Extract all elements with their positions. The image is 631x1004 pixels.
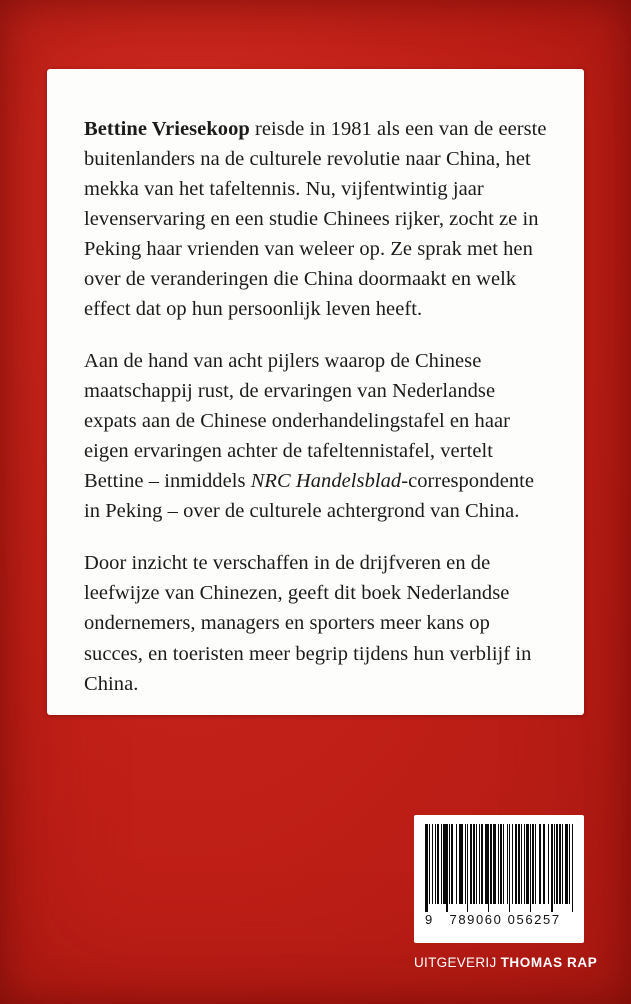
barcode-digit-left: 9 [425, 912, 434, 927]
blurb-paragraph-2-part2: -correspondente in Peking – over de culturele achtergrond van China. [84, 470, 535, 523]
blurb-panel [47, 69, 584, 715]
barcode-digits [425, 912, 575, 927]
newspaper-title: NRC Handelsblad [250, 470, 402, 493]
blurb-text-block [84, 114, 548, 699]
barcode-space [572, 824, 573, 912]
author-name: Bettine Vriesekoop [84, 118, 250, 140]
barcode-digit-main: 789060 056257 [449, 912, 561, 927]
barcode [414, 815, 584, 943]
barcode-bars [425, 824, 573, 912]
blurb-paragraph-2 [84, 346, 548, 526]
publisher-imprint: THOMAS RAP [500, 955, 598, 970]
blurb-paragraph-1-text: reisde in 1981 als een van de eerste buitenlanders na de culturele revolutie naar China, het mekka van het tafeltennis. Nu, vijfentwintig jaar levenservaring en een studie Chinees rijker, zocht ze in Peking haar vrienden van weleer op. Ze sprak met hen over de veranderingen die China doormaakt en welk effect dat op hun persoonlijk leven heeft. [84, 118, 547, 321]
blurb-paragraph-3: Door inzicht te verschaffen in de drijfveren en de leefwijze van Chinezen, geeft dit boek Nederlandse ondernemers, managers en sporters meer kans op succes, en toeristen meer begrip tijdens hun verblijf in China. [84, 552, 532, 695]
publisher-prefix: UITGEVERIJ [414, 955, 497, 970]
publisher-line [414, 955, 598, 970]
blurb-paragraph-2-part1: Aan de hand van acht pijlers waarop de Chinese maatschappij rust, de ervaringen van Nederlandse expats aan de Chinese onderhandelingstafel en haar eigen ervaringen achter de tafeltennistafel, vertelt Bettine – inmiddels [84, 350, 510, 493]
blurb-paragraph-1 [84, 114, 548, 324]
